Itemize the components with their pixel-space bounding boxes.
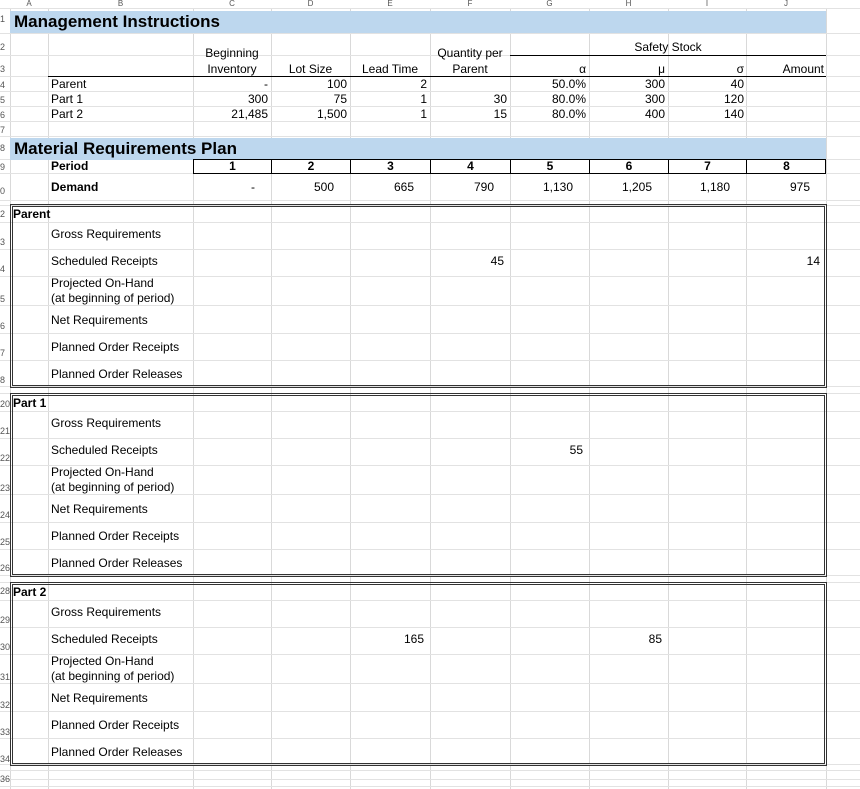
column-header[interactable]: C	[229, 0, 235, 8]
row-header[interactable]: 2	[0, 42, 6, 52]
row-label-projected-sub[interactable]: (at beginning of period)	[51, 480, 175, 494]
row-header[interactable]: 2	[0, 209, 6, 219]
row-header[interactable]: 1	[0, 14, 6, 24]
item-inventory-cell[interactable]: -	[264, 77, 268, 91]
period-cell[interactable]: 5	[510, 160, 589, 173]
row-header[interactable]: 34	[0, 754, 10, 764]
demand-cell[interactable]: 975	[789, 180, 810, 194]
header-quantity-per-1: Quantity per	[437, 46, 503, 60]
item-mu-cell[interactable]: 300	[644, 77, 665, 91]
scheduled-receipt-cell[interactable]: 14	[806, 254, 820, 268]
row-header[interactable]: 33	[0, 727, 10, 737]
safety-stock-underline	[510, 55, 826, 56]
section-title[interactable]: Parent	[13, 207, 51, 221]
row-label-projected-sub[interactable]: (at beginning of period)	[51, 291, 175, 305]
item-alpha-cell[interactable]: 50.0%	[551, 77, 586, 91]
period-cell[interactable]: 2	[271, 160, 350, 173]
row-header[interactable]: 32	[0, 700, 10, 710]
row-label-gross[interactable]: Gross Requirements	[51, 227, 162, 241]
header-beginning-inventory-1: Beginning	[205, 46, 259, 60]
row-header[interactable]: 6	[0, 110, 6, 120]
row-label-releases[interactable]: Planned Order Releases	[51, 745, 183, 759]
row-label-receipts[interactable]: Planned Order Receipts	[51, 718, 180, 732]
period-cell[interactable]: 4	[430, 160, 510, 173]
row-label-projected[interactable]: Projected On-Hand	[51, 465, 154, 479]
row-header[interactable]: 6	[0, 321, 6, 331]
row-header[interactable]: 26	[0, 563, 10, 573]
demand-cell[interactable]: 1,130	[542, 180, 573, 194]
row-header[interactable]: 9	[0, 162, 6, 172]
row-header[interactable]: 3	[0, 64, 6, 74]
row-label-scheduled[interactable]: Scheduled Receipts	[51, 632, 158, 646]
row-label-net[interactable]: Net Requirements	[51, 313, 148, 327]
item-inventory-cell[interactable]: 300	[247, 92, 268, 106]
row-header[interactable]: 29	[0, 615, 10, 625]
row-header[interactable]: 28	[0, 586, 10, 596]
management-title: Management Instructions	[14, 12, 220, 31]
column-header[interactable]: E	[387, 0, 393, 8]
row-label-projected-sub[interactable]: (at beginning of period)	[51, 669, 175, 683]
demand-cell[interactable]: -	[251, 180, 255, 194]
section-title[interactable]: Part 2	[13, 585, 47, 599]
column-header[interactable]: F	[467, 0, 473, 8]
gridline	[0, 121, 860, 122]
demand-cell[interactable]: 1,180	[699, 180, 730, 194]
item-lot-size-cell[interactable]: 100	[326, 77, 347, 91]
column-header[interactable]: J	[784, 0, 788, 8]
demand-cell[interactable]: 665	[393, 180, 414, 194]
row-label-releases[interactable]: Planned Order Releases	[51, 556, 183, 570]
row-label-gross[interactable]: Gross Requirements	[51, 605, 162, 619]
row-label-scheduled[interactable]: Scheduled Receipts	[51, 254, 158, 268]
period-label: Period	[51, 159, 89, 173]
row-label-receipts[interactable]: Planned Order Receipts	[51, 529, 180, 543]
period-cell[interactable]: 3	[350, 160, 430, 173]
item-mu-cell[interactable]: 300	[644, 92, 665, 106]
row-label-projected[interactable]: Projected On-Hand	[51, 654, 154, 668]
demand-label: Demand	[51, 180, 99, 194]
column-header[interactable]: A	[26, 0, 32, 8]
mrp-title: Material Requirements Plan	[14, 139, 237, 158]
row-header[interactable]: 7	[0, 348, 6, 358]
row-header[interactable]: 22	[0, 453, 10, 463]
row-header[interactable]: 23	[0, 483, 10, 493]
period-cell[interactable]: 8	[746, 160, 826, 173]
item-lot-size-cell[interactable]: 75	[333, 92, 347, 106]
header-sigma: σ	[736, 62, 744, 76]
column-header[interactable]: I	[705, 0, 709, 8]
column-header[interactable]: H	[625, 0, 632, 8]
header-quantity-per-2: Parent	[452, 62, 488, 76]
period-right-border	[825, 159, 826, 174]
period-cell[interactable]: 1	[193, 160, 271, 173]
gridline	[0, 770, 860, 771]
item-sigma-cell[interactable]: 120	[723, 92, 744, 106]
demand-cell[interactable]: 500	[313, 180, 334, 194]
row-label-releases[interactable]: Planned Order Releases	[51, 367, 183, 381]
item-sigma-cell[interactable]: 140	[723, 107, 744, 121]
row-label-scheduled[interactable]: Scheduled Receipts	[51, 443, 158, 457]
row-header[interactable]: 8	[0, 375, 6, 385]
gridline	[0, 200, 860, 201]
item-mu-cell[interactable]: 400	[644, 107, 665, 121]
gridline	[0, 136, 860, 137]
header-lot-size: Lot Size	[288, 62, 333, 76]
row-header[interactable]: 36	[0, 774, 10, 784]
row-header[interactable]: 4	[0, 80, 6, 90]
row-header[interactable]: 3	[0, 237, 6, 247]
gridline	[0, 786, 860, 787]
header-safety-stock: Safety Stock	[634, 40, 702, 54]
gridline	[0, 8, 860, 9]
row-header[interactable]: 4	[0, 264, 6, 274]
scheduled-receipt-cell[interactable]: 45	[490, 254, 504, 268]
section-title[interactable]: Part 1	[13, 396, 47, 410]
row-header[interactable]: 0	[0, 186, 6, 196]
column-header[interactable]: B	[117, 0, 124, 8]
row-label-gross[interactable]: Gross Requirements	[51, 416, 162, 430]
column-header[interactable]: D	[307, 0, 314, 8]
item-lead-time-cell[interactable]: 2	[420, 77, 427, 91]
row-header[interactable]: 30	[0, 642, 10, 652]
item-sigma-cell[interactable]: 40	[730, 77, 744, 91]
scheduled-receipt-cell[interactable]: 85	[648, 632, 662, 646]
header-alpha: α	[579, 62, 586, 76]
column-header[interactable]: G	[546, 0, 553, 8]
header-mu: μ	[658, 62, 665, 76]
gridline	[0, 779, 860, 780]
row-label-net[interactable]: Net Requirements	[51, 502, 148, 516]
header-beginning-inventory-2: Inventory	[207, 62, 257, 76]
row-header[interactable]: 31	[0, 672, 10, 682]
row-label-projected[interactable]: Projected On-Hand	[51, 276, 154, 290]
item-alpha-cell[interactable]: 80.0%	[551, 107, 586, 121]
item-qty-cell[interactable]: 15	[493, 107, 507, 121]
scheduled-receipt-cell[interactable]: 165	[403, 632, 424, 646]
row-header[interactable]: 7	[0, 125, 6, 135]
item-name[interactable]: Part 2	[51, 107, 84, 121]
item-name[interactable]: Parent	[51, 77, 87, 91]
header-lead-time: Lead Time	[361, 62, 419, 76]
scheduled-receipt-cell[interactable]: 55	[569, 443, 583, 457]
demand-cell[interactable]: 1,205	[621, 180, 652, 194]
item-inventory-cell[interactable]: 21,485	[231, 107, 268, 121]
row-header[interactable]: 5	[0, 294, 6, 304]
demand-cell[interactable]: 790	[473, 180, 494, 194]
row-header[interactable]: 25	[0, 537, 10, 547]
item-lead-time-cell[interactable]: 1	[420, 107, 427, 121]
row-header[interactable]: 20	[0, 399, 10, 409]
item-qty-cell[interactable]: 30	[493, 92, 507, 106]
row-header[interactable]: 24	[0, 510, 10, 520]
row-label-net[interactable]: Net Requirements	[51, 691, 148, 705]
row-label-receipts[interactable]: Planned Order Receipts	[51, 340, 180, 354]
period-bottom-border	[193, 173, 826, 174]
item-lot-size-cell[interactable]: 1,500	[316, 107, 347, 121]
item-name[interactable]: Part 1	[51, 92, 84, 106]
period-cell[interactable]: 7	[668, 160, 746, 173]
header-amount: Amount	[782, 62, 824, 76]
row-header[interactable]: 5	[0, 95, 6, 105]
gridline	[0, 33, 860, 34]
item-alpha-cell[interactable]: 80.0%	[551, 92, 586, 106]
row-header[interactable]: 21	[0, 426, 10, 436]
row-header[interactable]: 8	[0, 143, 6, 153]
period-cell[interactable]: 6	[589, 160, 668, 173]
item-lead-time-cell[interactable]: 1	[420, 92, 427, 106]
